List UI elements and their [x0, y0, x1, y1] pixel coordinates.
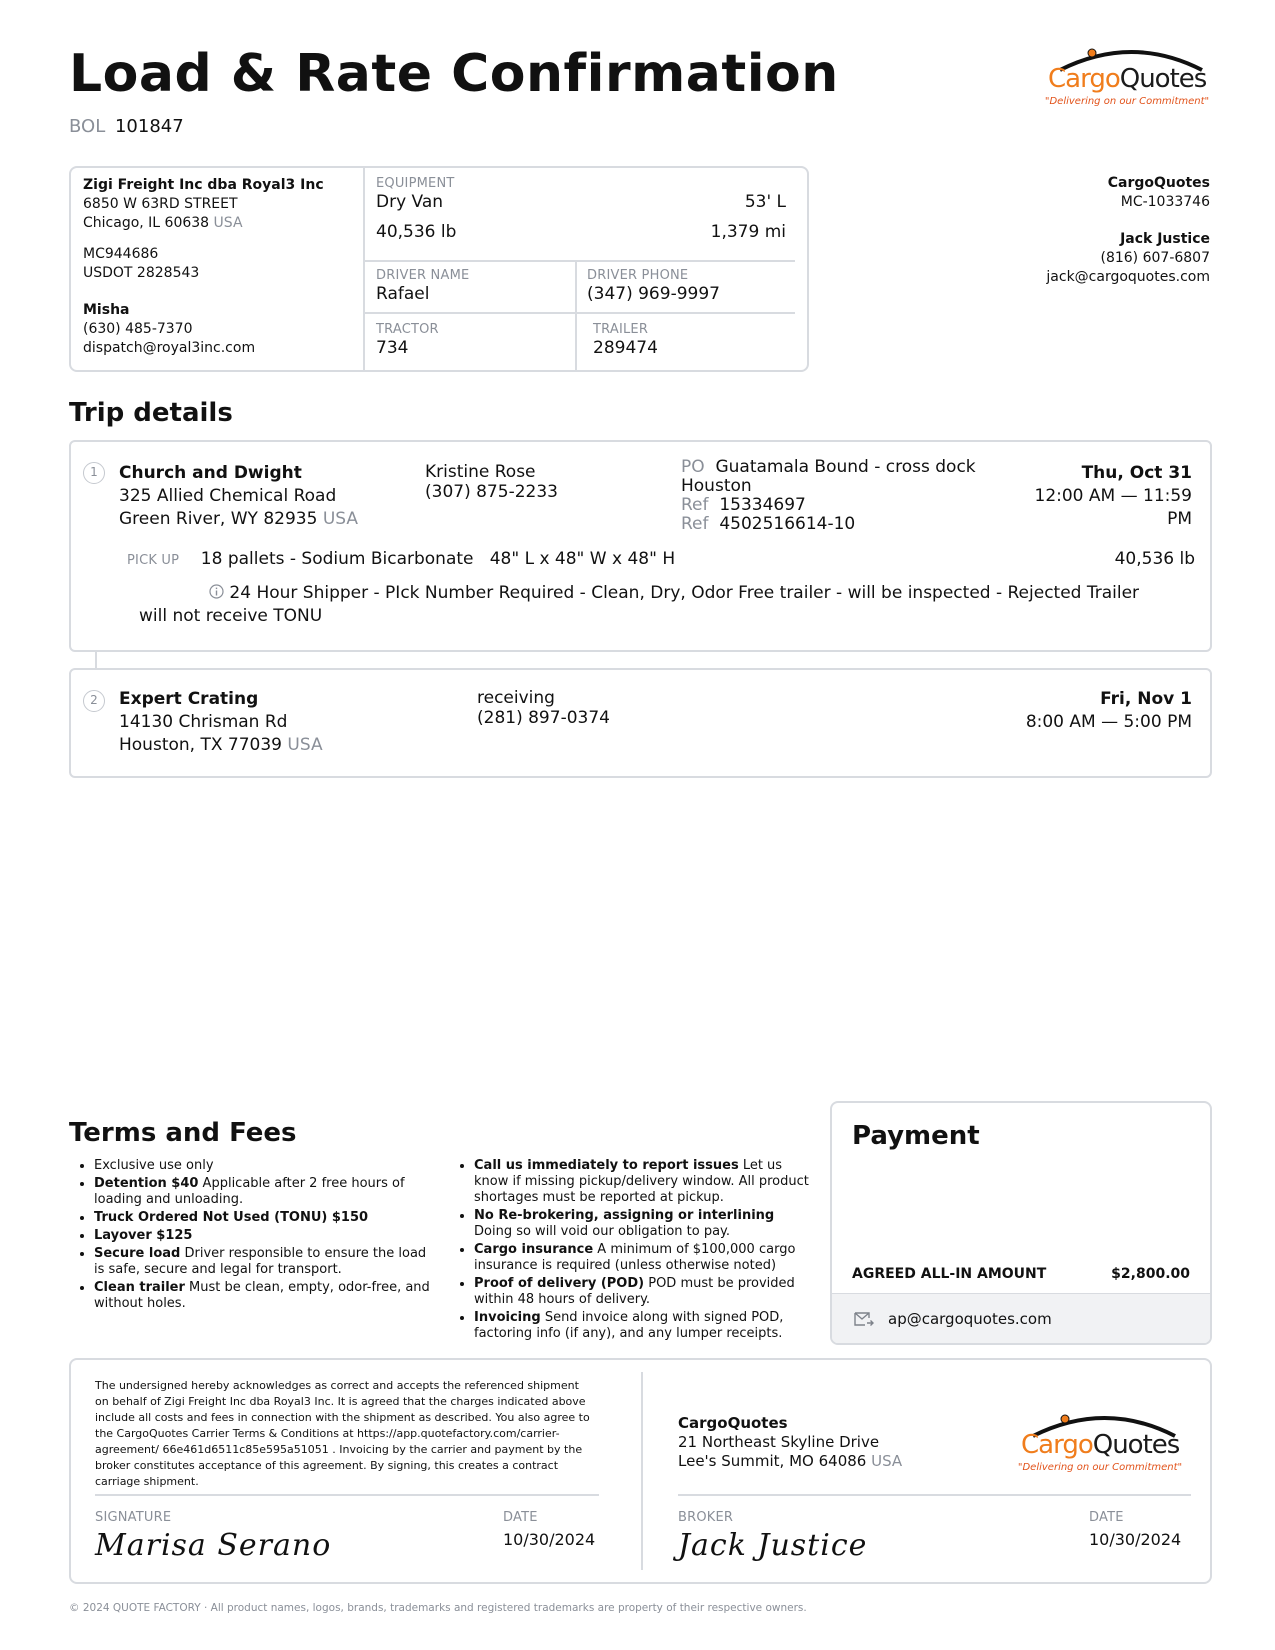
stop-name: Expert Crating: [119, 689, 259, 709]
terms-list-right: [450, 1158, 810, 1344]
contact-phone: (281) 897-0374: [477, 708, 610, 728]
broker-contact-name: Jack Justice: [1120, 231, 1210, 247]
carrier-usdot: USDOT 2828543: [83, 265, 200, 281]
stop-references: PO Guatamala Bound - cross dock Houston Ref 15334697 Ref 4502516614-10: [681, 457, 976, 534]
bol-value: 101847: [114, 116, 184, 137]
envelope-send-icon: [854, 1311, 874, 1327]
carrier-city: Chicago, IL 60638 USA: [83, 215, 243, 231]
ref-value: 4502516614-10: [719, 514, 856, 534]
commodity-dims: 48" L x 48" W x 48" H: [489, 549, 676, 569]
equipment-type: Dry Van: [376, 192, 444, 212]
trip-details-heading: Trip details: [69, 398, 233, 428]
driver-phone: (347) 969-9997: [587, 284, 720, 304]
equipment-label: EQUIPMENT: [376, 176, 455, 191]
stop-schedule: Fri, Nov 1 8:00 AM — 5:00 PM: [1025, 689, 1192, 732]
stop-date: Fri, Nov 1: [1100, 689, 1192, 709]
broker-date: 10/30/2024: [1089, 1530, 1182, 1549]
carrier-phone: (630) 485-7370: [83, 321, 193, 337]
payment-panel: [830, 1101, 1212, 1345]
stop-date: Thu, Oct 31: [1081, 463, 1192, 483]
stop-contact: [477, 688, 610, 728]
stop-number: 1: [83, 462, 105, 484]
terms-item: • Layover $125: [94, 1228, 430, 1244]
broker-mc: MC-1033746: [1120, 194, 1210, 210]
terms-item: • Detention $40 Applicable after 2 free hours of loading and unloading.: [94, 1176, 430, 1208]
logo-tagline: "Delivering on our Commitment": [1044, 96, 1210, 107]
carrier-mc: MC944686: [83, 246, 159, 262]
load-weight: 40,536 lb: [376, 222, 457, 242]
carrier-signature: Marisa Serano: [95, 1528, 332, 1563]
carrier-email: dispatch@royal3inc.com: [83, 340, 256, 356]
carrier-contact-name: Misha: [83, 302, 130, 318]
carrier-name: Zigi Freight Inc dba Royal3 Inc: [83, 177, 324, 193]
commodity-weight: 40,536 lb: [1114, 549, 1195, 569]
broker-address: CargoQuotes 21 Northeast Skyline Drive Lee's Summit, MO 64086 USA: [678, 1414, 903, 1470]
trailer-number: 289474: [593, 338, 658, 358]
page-title: Load & Rate Confirmation: [69, 44, 839, 104]
broker-email: jack@cargoquotes.com: [1046, 269, 1210, 285]
stop-connector: [95, 652, 97, 668]
carrier-date: 10/30/2024: [503, 1530, 596, 1549]
broker-info: [1046, 174, 1210, 287]
page-footer: © 2024 QUOTE FACTORY · All product names, logos, brands, trademarks and registered trademarks are property of their respective owners.: [69, 1602, 807, 1614]
carrier-date-label: DATE: [503, 1510, 538, 1525]
stop-note: 24 Hour Shipper - PIck Number Required - Clean, Dry, Odor Free trailer - will be inspected - Rejected Trailer will not receive TONU: [139, 583, 1140, 626]
amount-label: AGREED ALL-IN AMOUNT: [852, 1266, 1047, 1282]
stop-name: Church and Dwight: [119, 463, 302, 483]
terms-heading: Terms and Fees: [69, 1118, 297, 1148]
tractor-cell: TRACTOR 734: [376, 322, 439, 358]
stop-number: 2: [83, 690, 105, 712]
broker-name: CargoQuotes: [1107, 175, 1210, 191]
carrier-equipment-box: [69, 166, 809, 372]
ref-value: 15334697: [719, 495, 806, 515]
equipment-length: 53' L: [744, 192, 786, 212]
terms-item: • No Re-brokering, assigning or interlining Doing so will void our obligation to pay.: [474, 1208, 810, 1240]
terms-item: • Invoicing Send invoice along with signed POD, factoring info (if any), and any lumper receipts.: [474, 1310, 810, 1342]
carrier-info: [83, 176, 324, 358]
logo-wordmark: CargoQuotes: [1048, 64, 1207, 94]
trailer-cell: TRAILER 289474: [593, 322, 658, 358]
payment-email-row: [832, 1293, 1210, 1345]
broker-signature: Jack Justice: [678, 1528, 868, 1563]
company-logo: [1042, 44, 1212, 114]
stop-card-1: [69, 440, 1212, 652]
contact-name: Kristine Rose: [425, 462, 536, 482]
broker-label: BROKER: [678, 1510, 734, 1525]
stop-card-2: [69, 668, 1212, 778]
acknowledgement-text: The undersigned hereby acknowledges as correct and accepts the referenced shipment on behalf of Zigi Freight Inc dba Royal3 Inc. It is agreed that the charges indicated above include all costs and fees in connection with the shipment as described. You also agree to the CargoQuotes Carrier Terms & Conditions at https://app.quotefactory.com/carrier-agreement/ 66e461d6511c85e595a51051 . Invoicing by the carrier and payment by the broker constitutes acceptance of this agreement. By signing, this creates a contract carriage shipment.: [95, 1379, 590, 1488]
bol-number: [69, 116, 184, 137]
driver-phone-cell: DRIVER PHONE (347) 969-9997: [587, 268, 720, 304]
contact-name: receiving: [477, 688, 555, 708]
company-logo: [1015, 1410, 1185, 1480]
terms-item: • Truck Ordered Not Used (TONU) $150: [94, 1210, 430, 1226]
driver-name-cell: DRIVER NAME Rafael: [376, 268, 470, 304]
stop-schedule: Thu, Oct 31 12:00 AM — 11:59 PM: [1034, 463, 1192, 529]
terms-item: • Proof of delivery (POD) POD must be provided within 48 hours of delivery.: [474, 1276, 810, 1308]
contact-phone: (307) 875-2233: [425, 482, 558, 502]
signature-label: SIGNATURE: [95, 1510, 172, 1525]
terms-item: • Cargo insurance A minimum of $100,000 cargo insurance is required (unless otherwise noted): [474, 1242, 810, 1274]
po-value: Guatamala Bound - cross dock: [715, 457, 976, 477]
commodity-row: [127, 548, 1195, 572]
payment-email[interactable]: ap@cargoquotes.com: [888, 1310, 1052, 1328]
equipment-cell: [376, 176, 786, 212]
stop-address: Church and Dwight 325 Allied Chemical Road Green River, WY 82935 USA: [119, 463, 359, 529]
weight-distance: [376, 222, 786, 242]
agreed-amount: $2,800.00: [1111, 1266, 1190, 1282]
logo-wordmark: CargoQuotes: [1021, 1430, 1180, 1460]
payment-title: Payment: [852, 1121, 980, 1151]
stop-contact: [425, 462, 558, 502]
commodity: 18 pallets - Sodium Bicarbonate: [200, 549, 474, 569]
broker-phone: (816) 607-6807: [1100, 250, 1210, 266]
signature-box: [69, 1358, 1212, 1584]
stop-type-label: PICK UP: [127, 553, 180, 568]
driver-name: Rafael: [376, 284, 430, 304]
tractor-number: 734: [376, 338, 409, 358]
terms-item: • Clean trailer Must be clean, empty, odor-free, and without holes.: [94, 1280, 430, 1312]
stop-address: Expert Crating 14130 Chrisman Rd Houston, TX 77039 USA: [119, 689, 323, 755]
bol-label: BOL: [69, 116, 106, 137]
logo-tagline: "Delivering on our Commitment": [1017, 1462, 1183, 1473]
terms-item: • Secure load Driver responsible to ensure the load is safe, secure and legal for transport.: [94, 1246, 430, 1278]
terms-item: • Exclusive use only: [94, 1158, 430, 1174]
trip-distance: 1,379 mi: [710, 222, 786, 242]
carrier-address: 6850 W 63RD STREET: [83, 196, 238, 212]
info-icon: [209, 584, 224, 599]
terms-item: • Call us immediately to report issues Let us know if missing pickup/delivery window. All product shortages must be reported at pickup.: [474, 1158, 810, 1206]
terms-list-left: [70, 1158, 430, 1314]
broker-date-label: DATE: [1089, 1510, 1124, 1525]
